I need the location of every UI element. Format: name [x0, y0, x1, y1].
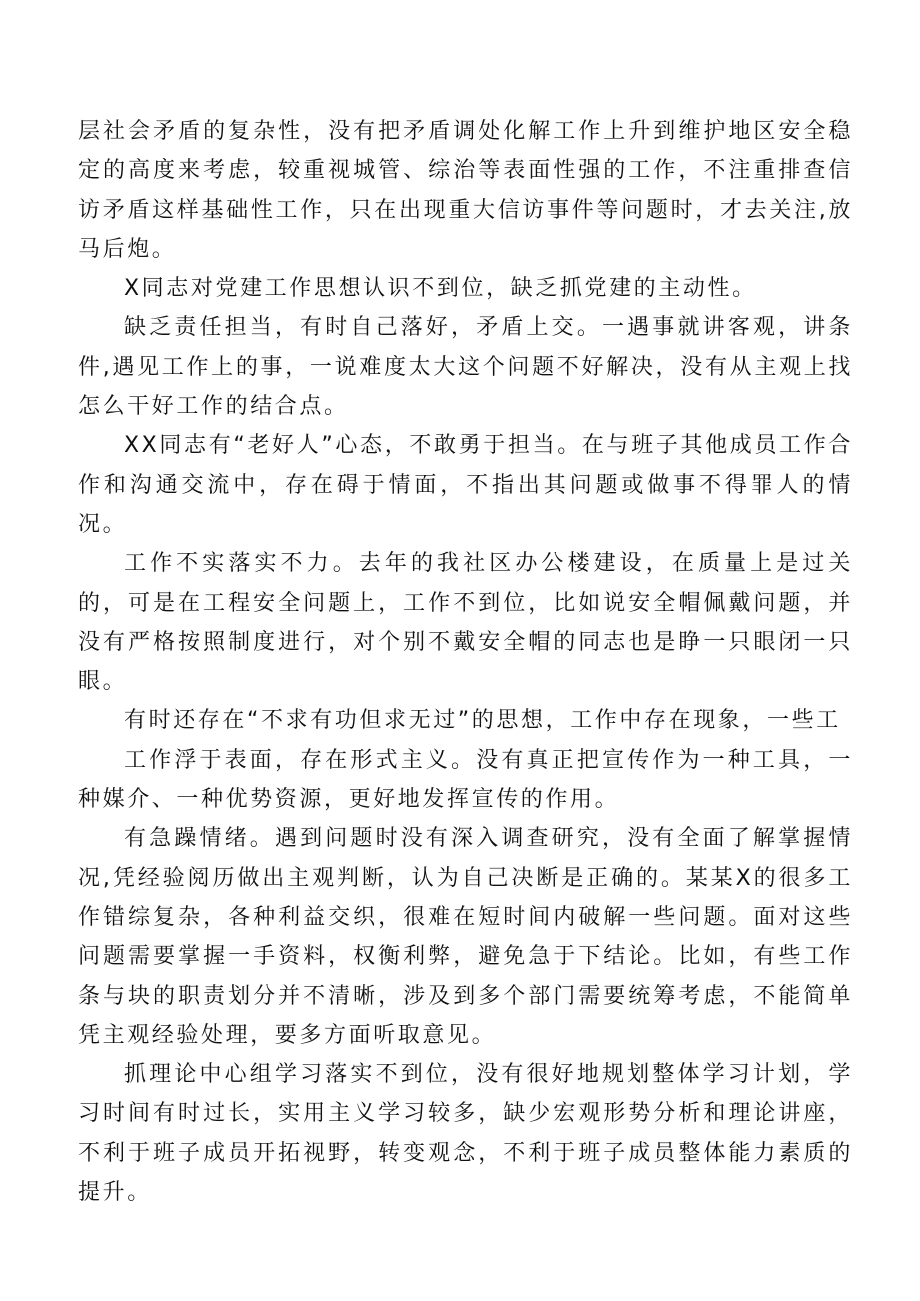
- paragraph-5: 工作不实落实不力。去年的我社区办公楼建设，在质量上是过关的，可是在工程安全问题上，工作不到位，比如说安全帽佩戴问题，并没有严格按照制度进行，对个别不戴安全帽的同志也是睁一只眼闭一只眼。: [78, 551, 853, 695]
- paragraph-4: XX同志有“老好人”心态，不敢勇于担当。在与班子其他成员工作合作和沟通交流中，存在碍于情面，不指出其问题或做事不得罪人的情况。: [78, 433, 853, 537]
- paragraph-8: 有急躁情绪。遇到问题时没有深入调查研究，没有全面了解掌握情况,凭经验阅历做出主观判断，认为自己决断是正确的。某某X的很多工作错综复杂，各种利益交织，很难在短时间内破解一些问题。面对这些问题需要掌握一手资料，权衡利弊，避免急于下结论。比如，有些工作条与块的职责划分并不清晰，涉及到多个部门需要统筹考虑，不能简单凭主观经验处理，要多方面听取意见。: [78, 826, 853, 1048]
- paragraph-6: 有时还存在“不求有功但求无过”的思想，工作中存在现象，一些工: [124, 708, 841, 734]
- paragraph-3: 缺乏责任担当，有时自己落好，矛盾上交。一遇事就讲客观，讲条件,遇见工作上的事，一说难度太大这个问题不好解决，没有从主观上找怎么干好工作的结合点。: [78, 315, 853, 420]
- paragraph-1: 层社会矛盾的复杂性，没有把矛盾调处化解工作上升到维护地区安全稳定的高度来考虑，较重视城管、综治等表面性强的工作，不注重排查信访矛盾这样基础性工作，只在出现重大信访事件等问题时，才去关注,放马后炮。: [78, 119, 853, 262]
- paragraph-9: 抓理论中心组学习落实不到位，没有很好地规划整体学习计划，学习时间有时过长，实用主义学习较多，缺少宏观形势分析和理论讲座，不利于班子成员开拓视野，转变观念，不利于班子成员整体能力素质的提升。: [78, 1062, 853, 1206]
- document-body: [78, 112, 853, 1212]
- paragraph-7: 工作浮于表面，存在形式主义。没有真正把宣传作为一种工具，一种媒介、一种优势资源，更好地发挥宣传的作用。: [78, 747, 853, 813]
- paragraph-2: X同志对党建工作思想认识不到位，缺乏抓党建的主动性。: [124, 276, 757, 302]
